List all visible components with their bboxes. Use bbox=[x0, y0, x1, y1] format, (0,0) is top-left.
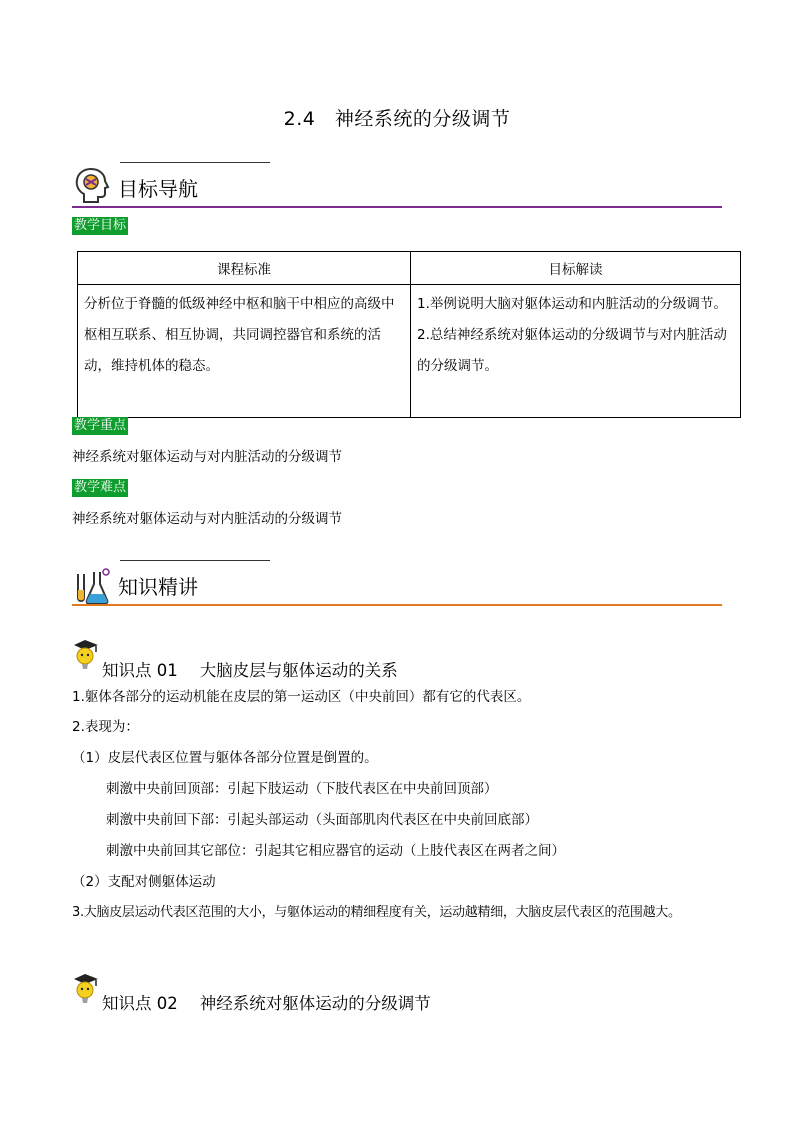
tag-objectives: 教学目标 bbox=[74, 218, 127, 233]
kp-title: 大脑皮层与躯体运动的关系 bbox=[199, 661, 398, 680]
knowledge-point-01-heading bbox=[102, 657, 398, 681]
kp1-line: 刺激中央前回下部：引起头部运动（头面部肌肉代表区在中央前回底部） bbox=[106, 812, 538, 828]
kp1-line: 3.大脑皮层运动代表区范围的大小，与躯体运动的精细程度有关，运动越精细，大脑皮层代表区的范围越大。 bbox=[72, 905, 681, 920]
kp1-line: （2）支配对侧躯体运动 bbox=[72, 874, 216, 890]
tag-difficulties: 教学难点 bbox=[74, 480, 127, 495]
table-cell-standard: 分析位于脊髓的低级神经中枢和脑干中相应的高级中枢相互联系、相互协调，共同调控器官和系统的活动，维持机体的稳态。 bbox=[78, 285, 411, 418]
interpretation-item: 2.总结神经系统对躯体运动的分级调节与对内脏活动的分级调节。 bbox=[417, 327, 727, 374]
section-top-rule bbox=[120, 162, 270, 163]
section-top-rule bbox=[120, 560, 270, 561]
kp1-line: 1.躯体各部分的运动机能在皮层的第一运动区（中央前回）都有它的代表区。 bbox=[72, 689, 531, 705]
section-header-goals bbox=[72, 162, 722, 208]
section-title-knowledge: 知识精讲 bbox=[118, 575, 198, 599]
kp1-line: （1）皮层代表区位置与躯体各部分位置是倒置的。 bbox=[72, 750, 378, 766]
kp-title: 神经系统对躯体运动的分级调节 bbox=[199, 994, 431, 1013]
section-divider-orange bbox=[72, 604, 722, 606]
section-divider-purple bbox=[72, 206, 722, 208]
tag-key-points: 教学重点 bbox=[74, 418, 127, 433]
kp1-line: 刺激中央前回顶部：引起下肢运动（下肢代表区在中央前回顶部） bbox=[106, 781, 498, 797]
table-cell-interpretation bbox=[411, 285, 741, 418]
page-title: 2.4 神经系统的分级调节 bbox=[283, 108, 511, 130]
section-header-knowledge bbox=[72, 560, 722, 606]
kp-number: 知识点 02 bbox=[102, 994, 178, 1013]
kp-number: 知识点 01 bbox=[102, 661, 178, 680]
key-point-text: 神经系统对躯体运动与对内脏活动的分级调节 bbox=[72, 449, 342, 465]
objectives-table bbox=[77, 251, 741, 418]
interpretation-item: 1.举例说明大脑对躯体运动和内脏活动的分级调节。 bbox=[417, 296, 727, 312]
lab-flask-icon bbox=[72, 566, 112, 606]
kp1-line: 2.表现为： bbox=[72, 719, 139, 735]
graduate-lightbulb-icon bbox=[72, 638, 100, 672]
table-header-standard: 课程标准 bbox=[78, 252, 411, 285]
graduate-lightbulb-icon bbox=[72, 972, 100, 1006]
section-title-goals: 目标导航 bbox=[118, 177, 198, 201]
difficulty-text: 神经系统对躯体运动与对内脏活动的分级调节 bbox=[72, 511, 342, 527]
kp1-line: 刺激中央前回其它部位：引起其它相应器官的运动（上肢代表区在两者之间） bbox=[106, 843, 565, 859]
knowledge-point-02-heading bbox=[102, 990, 431, 1014]
thinking-head-icon bbox=[72, 166, 112, 206]
table-header-interpretation: 目标解读 bbox=[411, 252, 741, 285]
